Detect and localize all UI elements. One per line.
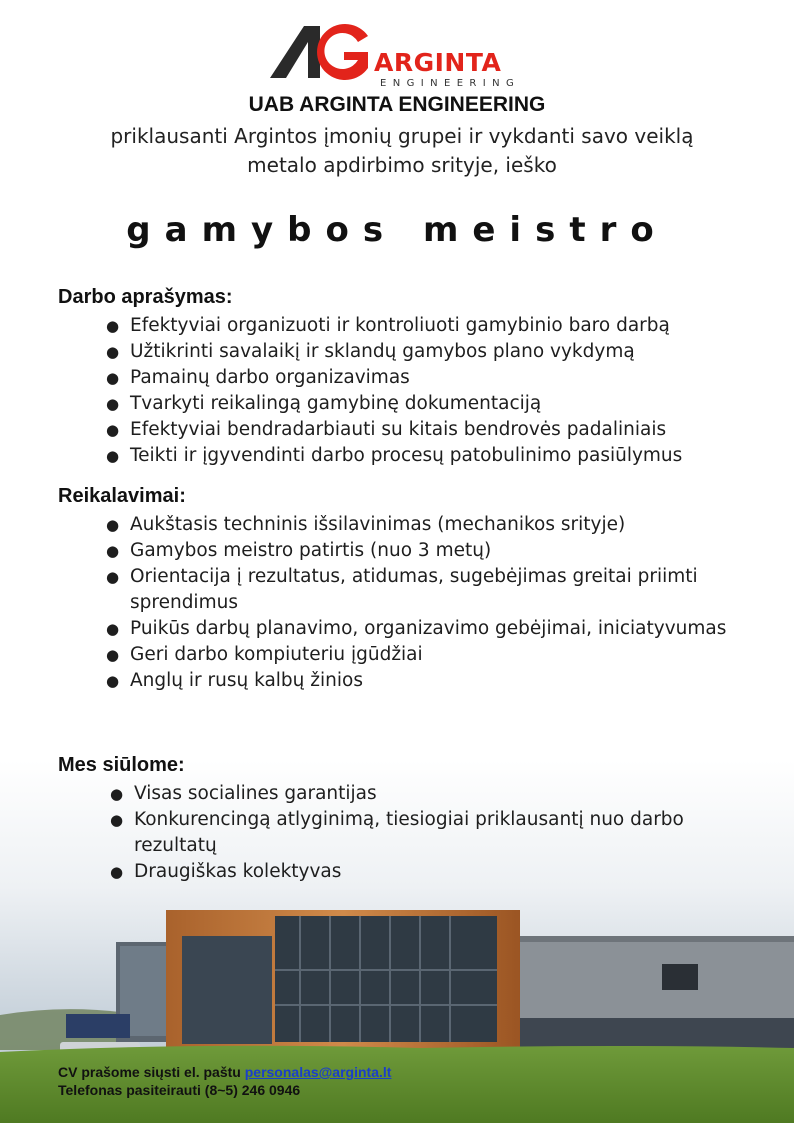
bullet-icon: ●: [106, 343, 120, 361]
section-we-offer: [58, 754, 758, 885]
list-item: ● Konkurencingą atlyginimą, tiesiogiai priklausantį nuo darbo rezultatų: [110, 809, 684, 856]
list-item: ● Tvarkyti reikalingą gamybinę dokumentaciją: [58, 391, 758, 417]
intro-line-1: priklausanti Argintos įmonių grupei ir vykdanti savo veiklą: [110, 124, 694, 148]
bullet-icon: ●: [106, 395, 120, 413]
bullet-icon: ●: [110, 863, 124, 881]
section-title: Mes siūlome:: [58, 754, 185, 776]
bullet-icon: ●: [110, 785, 124, 803]
bullet-icon: ●: [106, 646, 120, 664]
bullet-icon: ●: [106, 620, 120, 638]
list-item: ● Efektyviai organizuoti ir kontroliuoti gamybinio baro darbą: [58, 313, 758, 339]
company-name: UAB ARGINTA ENGINEERING: [248, 93, 546, 116]
list-item: ● Draugiškas kolektyvas: [58, 859, 758, 885]
section-job-description: [58, 286, 758, 469]
list-item: ● Teikti ir įgyvendinti darbo procesų patobulinimo pasiūlymus: [58, 443, 758, 469]
list-item: ● Geri darbo kompiuteriu įgūdžiai: [58, 642, 758, 668]
bullet-icon: ●: [106, 516, 120, 534]
arginta-logo: [270, 22, 540, 94]
list-item: ● Puikūs darbų planavimo, organizavimo gebėjimai, iniciatyvumas: [58, 616, 758, 642]
logo-brand: ARGINTA: [374, 48, 502, 77]
intro-text: [40, 122, 764, 180]
bullet-icon: ●: [110, 811, 124, 829]
list-item: ● Visas socialines garantijas: [58, 781, 758, 807]
logo-subtitle: ENGINEERING: [380, 78, 521, 89]
list-item: ● Anglų ir rusų kalbų žinios: [58, 668, 758, 694]
intro-line-2: metalo apdirbimo srityje, ieško: [247, 153, 557, 177]
requirements-list: [58, 512, 758, 694]
section-title: Reikalavimai:: [58, 485, 186, 507]
list-item: ● Pamainų darbo organizavimas: [58, 365, 758, 391]
section-requirements: [58, 485, 758, 694]
ag-monogram-icon: [270, 22, 380, 84]
email-link[interactable]: personalas@arginta.lt: [244, 1064, 392, 1080]
bullet-icon: ●: [106, 421, 120, 439]
list-item: ● Orientacija į rezultatus, atidumas, sugebėjimas greitai priimti sprendimus: [106, 566, 698, 613]
list-item: ● Gamybos meistro patirtis (nuo 3 metų): [58, 538, 758, 564]
list-item: ● Aukštasis techninis išsilavinimas (mechanikos srityje): [58, 512, 758, 538]
section-title: Darbo aprašymas:: [58, 286, 233, 308]
bullet-icon: ●: [106, 672, 120, 690]
offer-list: [58, 781, 758, 885]
job-description-list: [58, 313, 758, 469]
cv-line: [58, 1063, 391, 1081]
bullet-icon: ●: [106, 568, 120, 586]
bullet-icon: ●: [106, 542, 120, 560]
phone-line: Telefonas pasiteirauti (8~5) 246 0946: [58, 1082, 301, 1098]
list-item: ● Efektyviai bendradarbiauti su kitais bendrovės padaliniais: [58, 417, 758, 443]
bullet-icon: ●: [106, 447, 120, 465]
bullet-icon: ●: [106, 317, 120, 335]
cv-prefix: CV prašome siųsti el. paštu: [58, 1064, 245, 1080]
list-item: ● Užtikrinti savalaikį ir sklandų gamybos plano vykdymą: [58, 339, 758, 365]
position-title: gamybos meistro: [126, 210, 668, 250]
bullet-icon: ●: [106, 369, 120, 387]
contact-footer: [58, 1063, 391, 1099]
